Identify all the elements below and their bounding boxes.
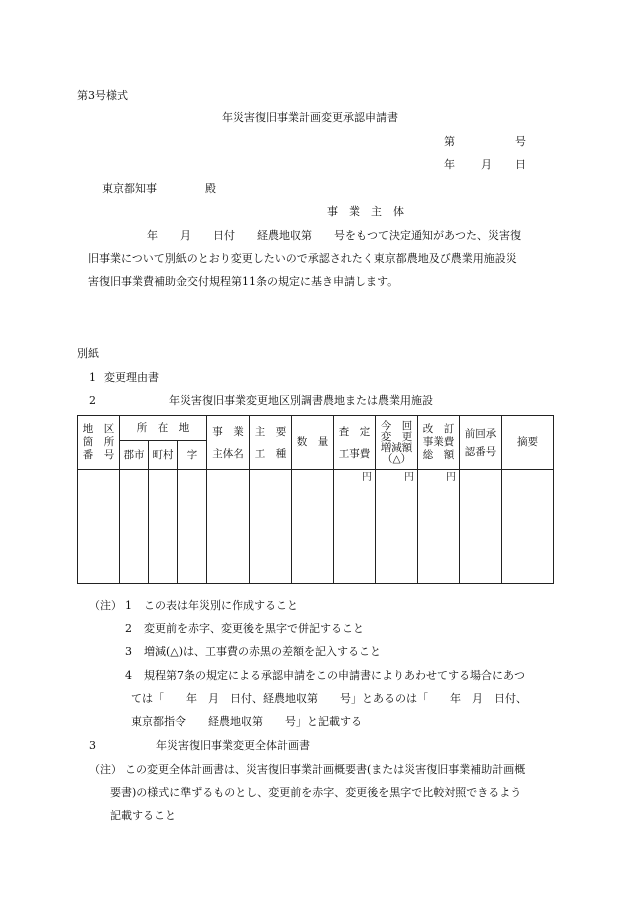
header-assessed-cost: 査 定 工事費 (334, 416, 376, 470)
header-city: 郡市 (120, 441, 149, 470)
note-4-line-3: 東京都指令 経農地収第 号」と記載する (131, 715, 362, 728)
item-3-number: 3 (89, 739, 96, 752)
body-line-2: 旧事業について別紙のとおり変更したいので承認されたく東京都農地及び農業用施設災 (88, 252, 517, 265)
notes2-line-3: 記載すること (110, 809, 176, 822)
header-revised-total: 改 訂 事業費 総 額 (418, 416, 460, 470)
cell-entity (207, 470, 250, 584)
note-1-number: 1 (125, 599, 132, 612)
item-1-text: 変更理由書 (104, 371, 159, 384)
date-year: 年 (444, 158, 455, 171)
body-line-3: 害復旧事業費補助金交付規程第11条の規定に基き申請します。 (88, 275, 399, 288)
unit-yen: 円 (362, 472, 372, 483)
notes2-line-1: この変更全体計画書は、災害復旧事業計画概要書(または災害復旧事業補助計画概 (125, 763, 526, 776)
header-area-number: 地 区 箇 所 番 号 (78, 416, 120, 470)
date-day: 日 (515, 158, 526, 171)
number-suffix: 号 (515, 135, 526, 148)
item-2-text: 年災害復旧事業変更地区別調書農地または農業用施設 (169, 394, 433, 407)
header-previous-approval: 前回承 認番号 (460, 416, 502, 470)
note-1-text: この表は年災別に作成すること (144, 599, 298, 612)
notes2-label: （注） (89, 763, 122, 776)
note-2-text: 変更前を赤字、変更後を黒字で併記すること (144, 622, 364, 635)
number-prefix: 第 (444, 135, 455, 148)
header-entity: 事 業 主体名 (207, 416, 250, 470)
header-location: 所 在 地 (120, 416, 207, 441)
header-quantity: 数 量 (292, 416, 334, 470)
page-title: 年災害復旧事業計画変更承認申請書 (222, 111, 398, 124)
cell-quantity (292, 470, 334, 584)
applicant-label: 事 業 主 体 (327, 205, 404, 218)
notes-label: （注） (89, 599, 122, 612)
cell-aza (178, 470, 207, 584)
header-change-amount: 今 回 変 更 増減額 （△） (376, 416, 418, 470)
addressee: 東京都知事 (102, 182, 157, 195)
cell-assessed-cost (334, 470, 376, 584)
unit-yen: 円 (446, 472, 456, 483)
cell-main-work (250, 470, 292, 584)
date-month: 月 (481, 158, 492, 171)
header-summary: 摘要 (502, 416, 554, 470)
unit-yen: 円 (404, 472, 414, 483)
header-aza: 字 (178, 441, 207, 470)
header-town: 町村 (149, 441, 178, 470)
cell-area-number (78, 470, 120, 584)
cell-revised-total (418, 470, 460, 584)
note-2-number: 2 (125, 622, 132, 635)
body-line-1: 年 月 日付 経農地収第 号をもつて決定通知があつた、災害復 (147, 229, 521, 242)
note-4-line-2: ては「 年 月 日付、経農地収第 号」とあるのは「 年 月 日付、 (131, 692, 527, 705)
note-4-number: 4 (125, 669, 132, 682)
cell-change-amount (376, 470, 418, 584)
note-3-number: 3 (125, 645, 132, 658)
notes2-line-2: 要書)の様式に準ずるものとし、変更前を赤字、変更後を黒字で比較対照できるよう (110, 786, 522, 799)
cell-previous-approval (460, 470, 502, 584)
note-3-text: 増減(△)は、工事費の赤黒の差額を記入すること (144, 645, 382, 658)
item-1-number: 1 (89, 371, 96, 384)
cell-city (120, 470, 149, 584)
attachment-label: 別紙 (77, 347, 99, 360)
cell-town (149, 470, 178, 584)
change-table (77, 415, 554, 584)
item-3-text: 年災害復旧事業変更全体計画書 (156, 739, 310, 752)
note-4-line-1: 規程第7条の規定による承認申請をこの申請書によりあわせてする場合にあつ (144, 669, 525, 682)
cell-summary (502, 470, 554, 584)
honorific: 殿 (205, 182, 216, 195)
item-2-number: 2 (89, 394, 96, 407)
form-label: 第3号様式 (77, 89, 128, 102)
header-main-work: 主 要 工 種 (250, 416, 292, 470)
